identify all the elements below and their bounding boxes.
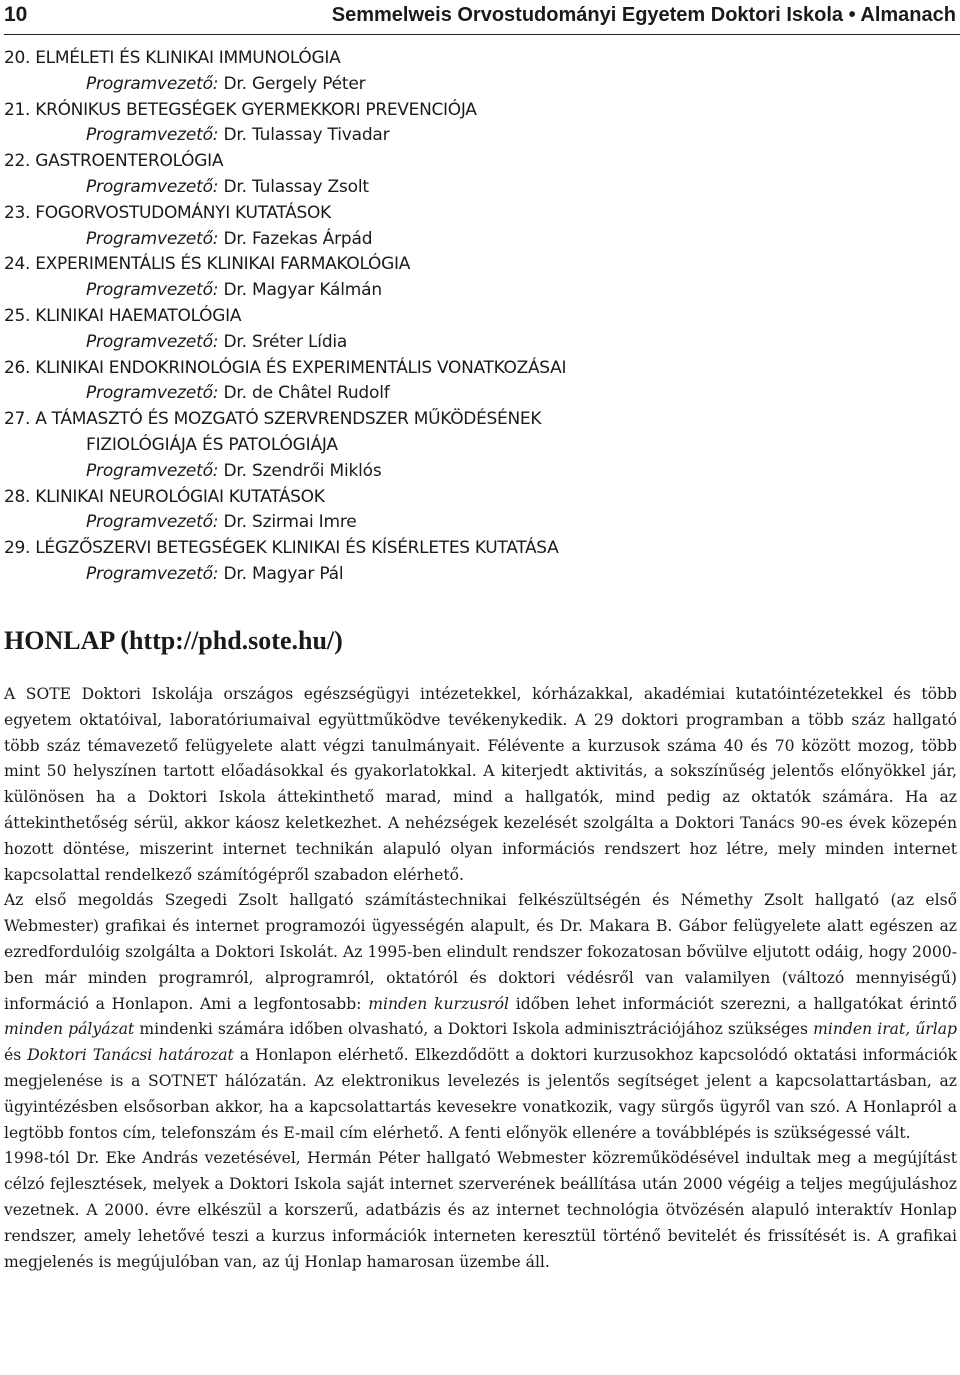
leader-label: Programvezető: [86,383,219,404]
leader-label: Programvezető: [86,73,219,94]
program-leader [4,510,944,536]
leader-label: Programvezető: [86,280,219,301]
text-run: időben lehet információt szerezni, a hallgatókat érintő [509,994,957,1013]
leader-name: Dr. Tulassay Tivadar [223,125,390,146]
leader-name: Dr. Szendrői Miklós [223,460,382,481]
section-heading: HONLAP (http://phd.sote.hu/) [4,626,343,655]
leader-label: Programvezető: [86,512,219,533]
text-run: a Honlapon elérhető. Elkezdődött a doktori kurzusokhoz kapcsolódó oktatási információk megjelenése is a SOTNET hálózatán. Az elektronikus levelezés is jelentős segítséget jelent a kapcsolattartásban, az ügyintézésben elsősorban akkor, ha a kapcsolattartás kevesekre vonatkozik, vagy sürgős ügyről van szó. A Honlapról a legtöbb fontos cím, telefonszám és E-mail cím elérhető. A fenti előnyök ellenére a továbblépés is szükségessé vált. [4,1046,957,1142]
program-title: 20. ELMÉLETI ÉS KLINIKAI IMMUNOLÓGIA [4,48,341,68]
program-item [4,46,944,98]
program-leader [4,175,944,201]
program-title-continued: FIZIOLÓGIÁJA ÉS PATOLÓGIÁJA [86,434,338,455]
leader-label: Programvezető: [86,125,219,146]
program-leader [4,381,944,407]
leader-label: Programvezető: [86,228,219,249]
program-title: 21. KRÓNIKUS BETEGSÉGEK GYERMEKKORI PREVENCIÓJA [4,99,477,120]
emphasis: Doktori Tanácsi határozat [27,1046,234,1065]
program-leader [4,330,944,356]
program-leader [4,459,944,485]
program-item [4,407,944,484]
program-item [4,304,944,356]
leader-name: Dr. Szirmai Imre [223,512,357,533]
program-title: 29. LÉGZŐSZERVI BETEGSÉGEK KLINIKAI ÉS KÍSÉRLETES KUTATÁSA [4,538,559,559]
program-leader [4,227,944,253]
running-header [4,2,956,32]
program-item [4,201,944,253]
paragraph: A SOTE Doktori Iskolája országos egészségügyi intézetekkel, kórházakkal, akadémiai kutatóintézetekkel és több egyetem oktatóival, laboratóriumaival együttműködve tevékenykedik. A 29 doktori programban a több száz hallgató több száz témavezető felügyelete alatt végzi tanulmányait. Félévente a kurzusok száma 40 és 70 között mozog, több mint 50 helyszínen tartott előadásokkal és gyakorlatokkal. A kiterjedt aktivitás, a sokszínűség jelentős előnyökkel jár, különösen ha a Doktori Iskola áttekinthető marad, mind a hallgatók, mind pedig az oktatók számára. Ha az áttekinthetőség sérül, akkor káosz keletkezhet. A nehézségek kezelését szolgálta a Doktori Tanács 90-es évek közepén hozott döntése, miszerint internet technikán alapuló olyan információs rendszert hoz létre, mely minden internet kapcsolattal rendelkező számítógépről szabadon elérhető. [4,685,957,884]
body-text [4,682,957,1275]
program-title: 22. GASTROENTEROLÓGIA [4,151,224,172]
program-item [4,252,944,304]
paragraph [4,888,957,1146]
text-run: Az első megoldás Szegedi Zsolt hallgató számítástechnikai felkészültségén és Némethy Zsolt hallgató (az első Webmester) grafikai és internet programozói ügyességén alapult, és Dr. Makara B. Gábor felügyelete alatt egészen az ezredfordulóig szolgálta a Doktori Iskolát. Az 1995-ben elindult rendszer fokozatosan bővülve eljutott odáig, hogy 2000-ben már minden programról, alprogramról, oktatóról és doktori védésről van valamilyen (változó mennyiségű) információ a Honlapon. Ami a legfontosabb: [4,891,957,1013]
text-run: mindenki számára időben olvasható, a Doktori Iskola adminisztrációjához szükséges [134,1020,814,1039]
program-leader [4,123,944,149]
running-title: Semmelweis Orvostudományi Egyetem Doktori Iskola • Almanach [331,4,956,26]
program-item [4,149,944,201]
program-title: 24. EXPERIMENTÁLIS ÉS KLINIKAI FARMAKOLÓGIA [4,254,411,275]
program-title: 23. FOGORVOSTUDOMÁNYI KUTATÁSOK [4,202,331,223]
program-item [4,536,944,588]
program-item [4,98,944,150]
paragraph: 1998-tól Dr. Eke András vezetésével, Hermán Péter hallgató Webmester közreműködésével indultak meg a megújítást célzó fejlesztések, melyek a Doktori Iskola saját internet szerverének beállítása után 2000 végéig a teljes megújuláshoz vezetnek. A 2000. évre elkészül a korszerű, adatbázis és az internet technológia ötvözésén alapuló interaktív Honlap rendszer, amely lehetővé teszi a kurzus információk interneten keresztül történő bevitelét és frissítését is. A grafikai megjelenés is megújulóban van, az új Honlap hamarosan üzembe áll. [4,1149,957,1271]
program-item [4,485,944,537]
leader-label: Programvezető: [86,331,219,352]
leader-label: Programvezető: [86,563,219,584]
page-number: 10 [4,3,28,26]
emphasis: minden pályázat [4,1020,135,1039]
leader-name: Dr. de Châtel Rudolf [223,383,390,404]
leader-name: Dr. Magyar Pál [223,563,344,584]
header-rule [4,34,960,35]
program-leader [4,562,944,588]
program-list [4,46,944,588]
program-leader [4,278,944,304]
leader-name: Dr. Magyar Kálmán [223,280,382,301]
leader-name: Dr. Tulassay Zsolt [223,176,369,197]
program-item [4,356,944,408]
leader-label: Programvezető: [86,176,219,197]
program-title: 25. KLINIKAI HAEMATOLÓGIA [4,305,242,326]
emphasis: minden irat, űrlap [813,1020,957,1039]
program-leader [4,72,944,98]
leader-name: Dr. Sréter Lídia [223,331,348,352]
program-title: 28. KLINIKAI NEUROLÓGIAI KUTATÁSOK [4,486,325,507]
leader-name: Dr. Fazekas Árpád [223,228,373,249]
program-title: 26. KLINIKAI ENDOKRINOLÓGIA ÉS EXPERIMENTÁLIS VONATKOZÁSAI [4,357,567,378]
leader-name: Dr. Gergely Péter [223,73,366,94]
emphasis: minden kurzusról [368,994,510,1013]
program-title: 27. A TÁMASZTÓ ÉS MOZGATÓ SZERVRENDSZER MŰKÖDÉSÉNEK [4,409,542,430]
leader-label: Programvezető: [86,460,219,481]
text-run: és [4,1046,28,1065]
